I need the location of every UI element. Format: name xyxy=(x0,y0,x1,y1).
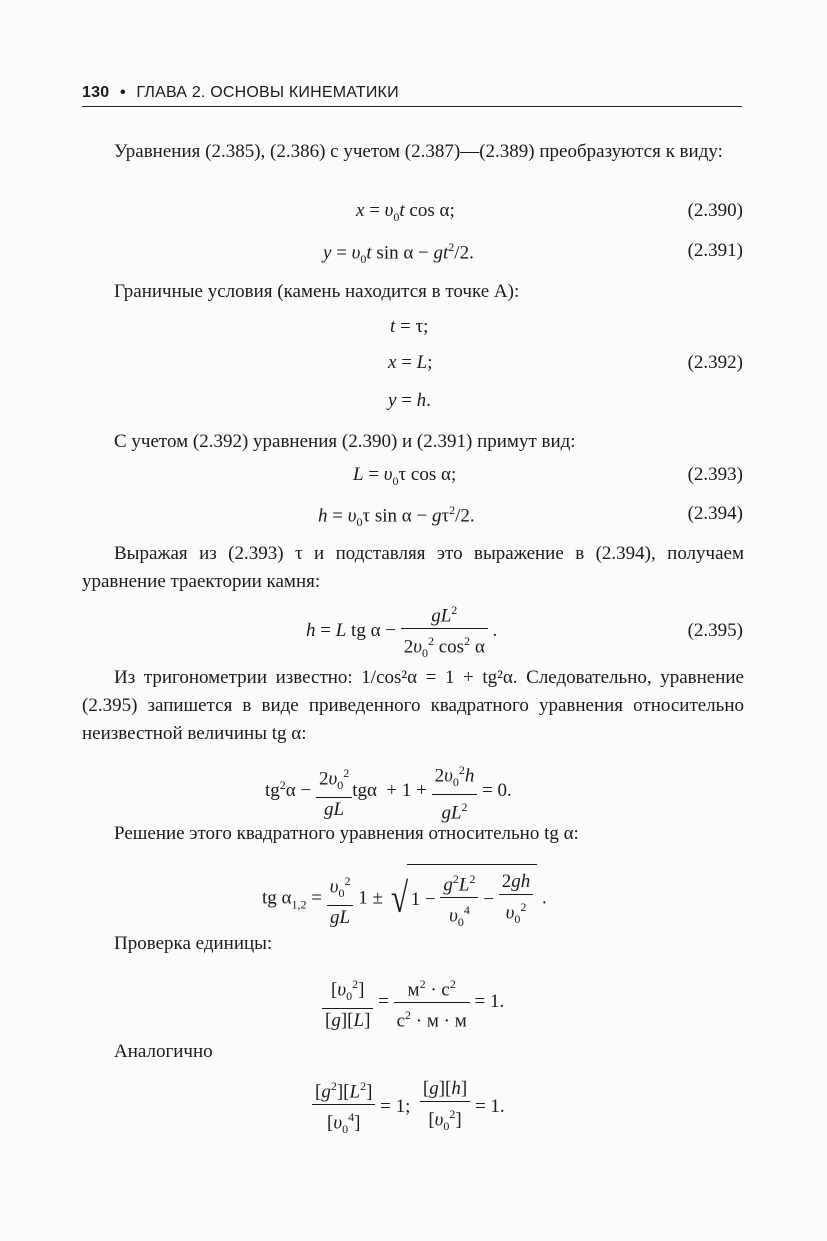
equation-2-390: $x = \upsilon_0t$ cos α; xyxy=(356,200,455,224)
equation-2-393: $L = \upsilon_0\tau$ cos α; xyxy=(353,464,457,488)
running-header xyxy=(82,84,742,107)
page-number: 130 xyxy=(82,84,110,101)
equation-2-395: h = L tg α − $\frac{gL^2}{2\upsilon_0^2 \cos^2 \alpha}$ . xyxy=(306,598,497,665)
equation-label-2-390: (2.390) xyxy=(687,200,743,221)
equation-2-394: $h = \upsilon_0\tau$ $\sin \alpha - g\tau^2/2$. xyxy=(318,503,475,530)
chapter-title: ГЛАВА 2. ОСНОВЫ КИНЕМАТИКИ xyxy=(136,84,399,101)
paragraph-4: Выражая из (2.393) τ и подставляя это выражение в (2.394), получаем уравнение траектории камня: xyxy=(82,543,744,592)
boundary-t: t = τ; xyxy=(390,316,429,337)
header-bullet: • xyxy=(119,84,126,101)
paragraph-6: Решение этого квадратного уравнения относительно tg α: xyxy=(114,823,579,844)
equation-label-2-391: (2.391) xyxy=(687,240,743,261)
equation-label-2-395: (2.395) xyxy=(687,620,743,641)
equation-2-391: $y = \upsilon_0t$ $\sin \alpha - gt^2/2$. xyxy=(323,240,474,267)
paragraph-8: Аналогично xyxy=(114,1041,213,1062)
paragraph-3: С учетом (2.392) уравнения (2.390) и (2.391) примут вид: xyxy=(114,431,576,452)
boundary-y: y = h. xyxy=(388,390,431,411)
paragraph-2: Граничные условия (камень находится в точке A): xyxy=(114,281,520,302)
equation-label-2-392: (2.392) xyxy=(687,352,743,373)
unit-check-1: $\frac{[\upsilon_0^2]}{[g][L]}$ = $\frac{м^2 \cdot с^2}{с^2 \cdot м \cdot м}$ = 1. xyxy=(322,972,504,1034)
unit-check-2: $\frac{[g^2][L^2]}{[\upsilon_0^4]}$ = 1; $\frac{[g][h]}{[\upsilon_0^2]}$ = 1. xyxy=(312,1074,505,1141)
quadratic-solution: tg $\alpha_{1,2}$ = $\frac{\upsilon_0^2}{gL}$ 1 ± √ 1 − $\frac{g^2L^2}{\upsilon_0^4}$ − $\frac{2gh}{\upsilon_0^2}$ . xyxy=(262,864,547,934)
boundary-x: x = L; xyxy=(388,352,433,373)
quadratic-equation: $tg^2\alpha$ − $\frac{2\upsilon_0^2}{gL}$ tgα + 1 + $\frac{2\upsilon_0^2h}{gL^2}$ = 0. xyxy=(265,758,512,825)
equation-label-2-394: (2.394) xyxy=(687,503,743,524)
paragraph-1: Уравнения (2.385), (2.386) с учетом (2.387)—(2.389) преобразуются к виду: xyxy=(114,141,723,162)
equation-label-2-393: (2.393) xyxy=(687,464,743,485)
paragraph-5: Из тригонометрии известно: 1/cos²α = 1 + tg²α. Следовательно, уравнение (2.395) запишется в виде приведенного квадратного уравнения относительно неизвестной величины tg α: xyxy=(82,667,744,744)
paragraph-7: Проверка единицы: xyxy=(114,933,273,954)
